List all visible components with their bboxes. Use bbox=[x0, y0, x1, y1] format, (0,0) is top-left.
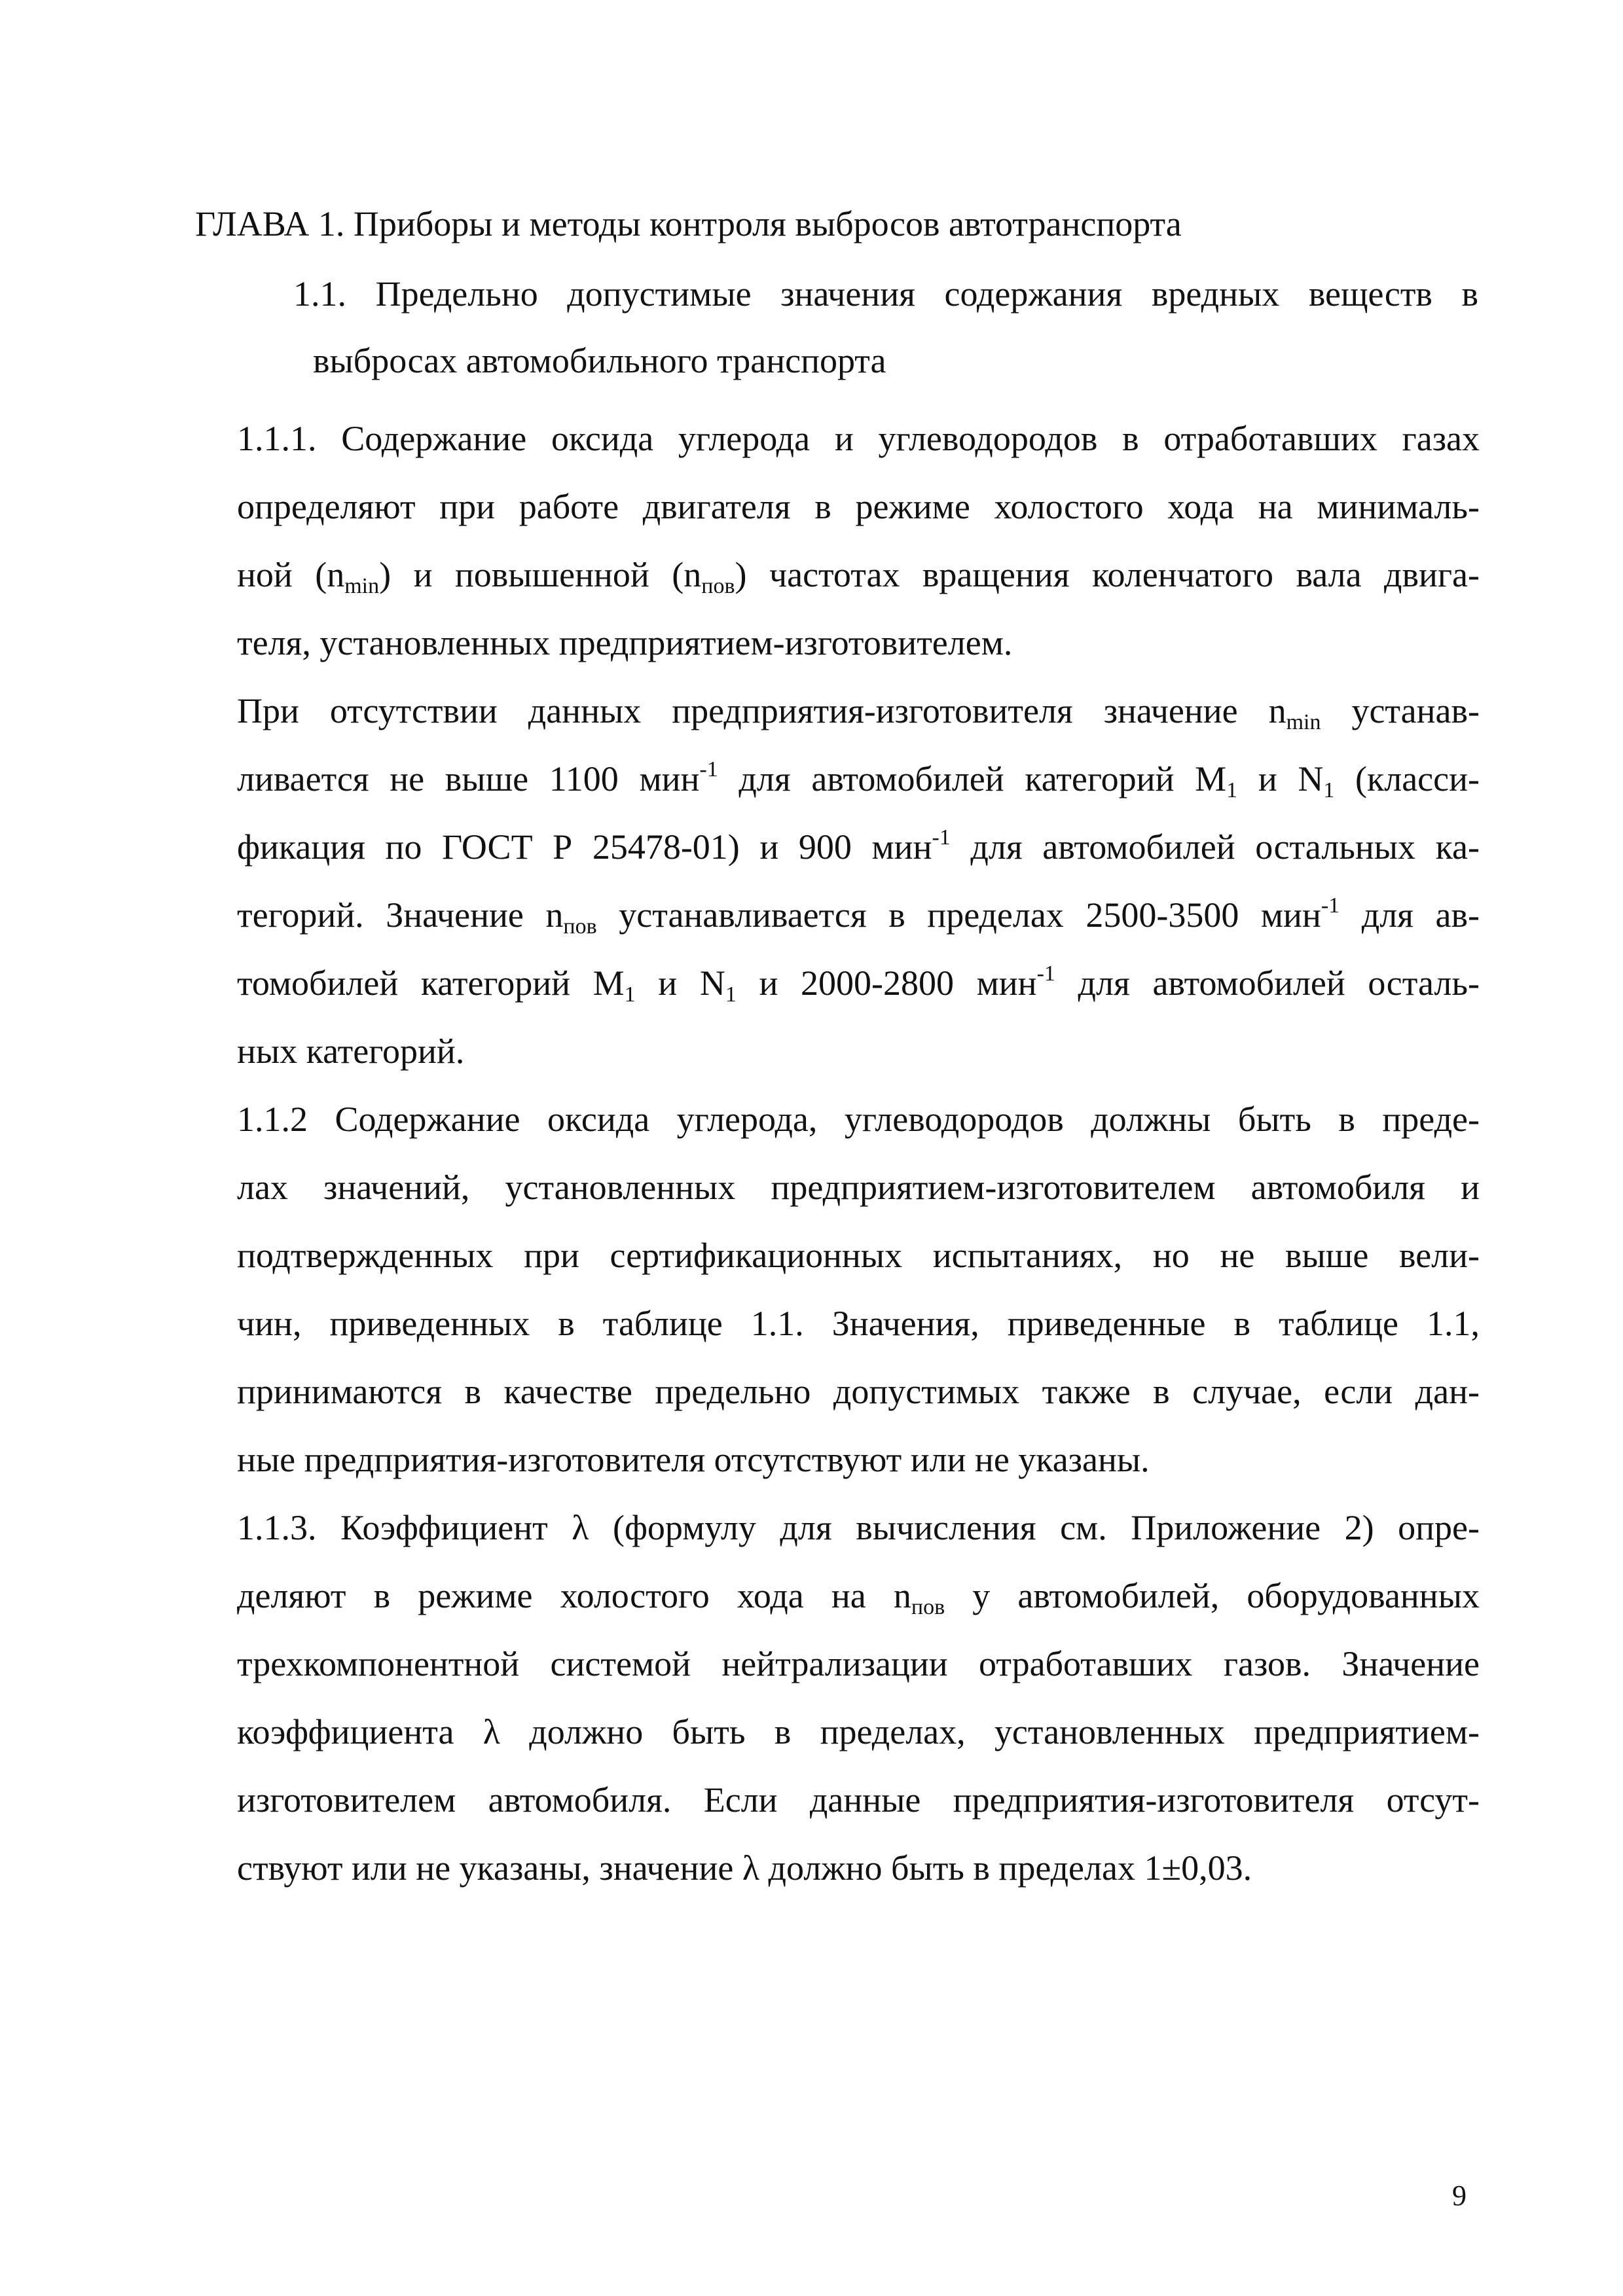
text-line: ствуют или не указаны, значение λ должно быть в пределах 1±0,03. bbox=[237, 1848, 1252, 1888]
subscript: 1 bbox=[624, 982, 636, 1007]
page-number: 9 bbox=[1452, 2179, 1467, 2212]
section-heading bbox=[293, 260, 1478, 394]
subscript: 1 bbox=[1226, 778, 1238, 802]
text-line: лах значений, установленных предприятием-изготовителем автомобиля и bbox=[237, 1168, 1480, 1207]
text-fragment: томобилей категорий M bbox=[237, 963, 625, 1003]
superscript: -1 bbox=[932, 825, 951, 850]
text-line: 1.1.1. Содержание оксида углерода и углеводородов в отработавших газах bbox=[237, 419, 1480, 458]
text-fragment: ) и повышенной (n bbox=[379, 555, 702, 594]
text-fragment: деляют в режиме холостого хода на n bbox=[237, 1576, 911, 1615]
text-line: 1.1.3. Коэффициент λ (формулу для вычисления см. Приложение 2) опре- bbox=[237, 1508, 1480, 1547]
section-heading-line-1: 1.1. Предельно допустимые значения содержания вредных веществ в bbox=[293, 274, 1478, 314]
text-line: ные предприятия-изготовителя отсутствуют или не указаны. bbox=[237, 1440, 1150, 1479]
subscript: 1 bbox=[725, 982, 737, 1007]
text-fragment: тегорий. Значение n bbox=[237, 895, 564, 935]
text-line: подтвержденных при сертификационных испытаниях, но не выше вели- bbox=[237, 1236, 1480, 1275]
superscript: -1 bbox=[1036, 961, 1055, 986]
paragraph-1-1-1 bbox=[237, 404, 1480, 677]
text-line: принимаются в качестве предельно допустимых также в случае, если дан- bbox=[237, 1372, 1480, 1411]
text-fragment: и N bbox=[635, 963, 725, 1003]
subscript: min bbox=[344, 574, 380, 598]
text-fragment: ) частотах вращения коленчатого вала двига- bbox=[735, 555, 1480, 594]
text-line bbox=[237, 677, 1480, 745]
text-fragment: ной (n bbox=[237, 555, 345, 594]
text-fragment: для автомобилей осталь- bbox=[1055, 963, 1480, 1003]
text-fragment: фикация по ГОСТ Р 25478-01) и 900 мин bbox=[237, 827, 932, 867]
text-fragment: у автомобилей, оборудованных bbox=[945, 1576, 1480, 1615]
text-line: чин, приведенных в таблице 1.1. Значения, приведенные в таблице 1.1, bbox=[237, 1304, 1480, 1343]
text-line bbox=[237, 745, 1480, 813]
text-line: 1.1.2 Содержание оксида углерода, углеводородов должны быть в преде- bbox=[237, 1100, 1480, 1139]
text-fragment: и N bbox=[1237, 759, 1324, 798]
text-line bbox=[237, 813, 1480, 881]
superscript: -1 bbox=[1321, 893, 1340, 918]
paragraph-1-1-3 bbox=[237, 1494, 1480, 1902]
subscript: min bbox=[1286, 710, 1321, 734]
text-fragment: (класси- bbox=[1334, 759, 1480, 798]
text-line: определяют при работе двигателя в режиме холостого хода на минималь- bbox=[237, 487, 1480, 526]
text-line: ных категорий. bbox=[237, 1031, 465, 1071]
text-line: изготовителем автомобиля. Если данные предприятия-изготовителя отсут- bbox=[237, 1780, 1480, 1820]
subscript: пов bbox=[701, 574, 735, 598]
text-fragment: для автомобилей категорий M bbox=[718, 759, 1227, 798]
text-line bbox=[237, 1562, 1480, 1630]
body-text bbox=[237, 404, 1480, 1902]
text-fragment: для автомобилей остальных ка- bbox=[950, 827, 1480, 867]
chapter-title: ГЛАВА 1. Приборы и методы контроля выбросов автотранспорта bbox=[195, 204, 1182, 243]
text-fragment: устанавливается в пределах 2500-3500 мин bbox=[596, 895, 1321, 935]
text-line: теля, установленных предприятием-изготовителем. bbox=[237, 623, 1013, 662]
paragraph-idle-speed bbox=[237, 677, 1480, 1085]
text-line: коэффициента λ должно быть в пределах, установленных предприятием- bbox=[237, 1712, 1480, 1751]
text-line bbox=[237, 541, 1480, 609]
superscript: -1 bbox=[699, 757, 718, 781]
text-fragment: При отсутствии данных предприятия-изготовителя значение n bbox=[237, 691, 1286, 730]
text-line bbox=[237, 949, 1480, 1017]
subscript: 1 bbox=[1323, 778, 1335, 802]
text-line bbox=[237, 881, 1480, 949]
text-fragment: ливается не выше 1100 мин bbox=[237, 759, 700, 798]
subscript: пов bbox=[563, 914, 597, 939]
text-fragment: для ав- bbox=[1340, 895, 1480, 935]
text-fragment: и 2000-2800 мин bbox=[736, 963, 1037, 1003]
text-line: трехкомпонентной системой нейтрализации отработавших газов. Значение bbox=[237, 1644, 1480, 1683]
section-heading-line-2: выбросах автомобильного транспорта bbox=[313, 341, 886, 380]
text-fragment: устанав- bbox=[1321, 691, 1480, 730]
subscript: пов bbox=[911, 1595, 945, 1619]
paragraph-1-1-2 bbox=[237, 1085, 1480, 1494]
